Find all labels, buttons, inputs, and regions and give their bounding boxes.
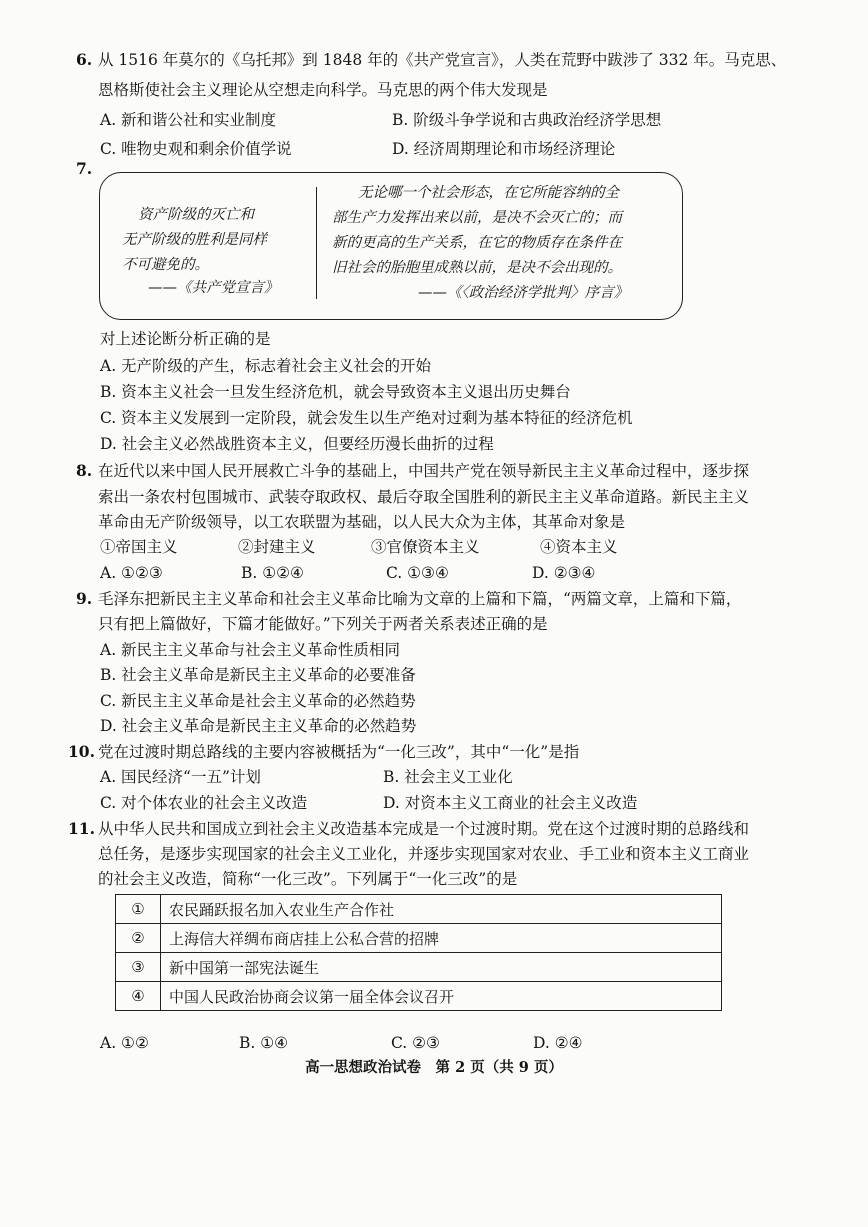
q8-stem-line1: 在近代以来中国人民开展救亡斗争的基础上，中国共产党在领导新民主主义革命过程中，逐步探 xyxy=(98,462,750,480)
quote-left-line2: 无产阶级的胜利是同样 xyxy=(122,232,267,248)
q6-stem-line1: 从 1516 年莫尔的《乌托邦》到 1848 年的《共产党宣言》，人类在荒野中跋涉了 332 年。马克思、 xyxy=(98,51,787,69)
q11-number: 11. xyxy=(68,819,95,838)
q8-option-d: D. ②③④ xyxy=(532,564,596,582)
q6-option-d: D. 经济周期理论和市场经济理论 xyxy=(392,140,616,158)
q9-option-d: D. 社会主义革命是新民主主义革命的必然趋势 xyxy=(100,717,417,735)
q7-option-c: C. 资本主义发展到一定阶段，就会发生以生产绝对过剩为基本特征的经济危机 xyxy=(100,409,633,427)
q9-stem-line2: 只有把上篇做好，下篇才能做好。”下列关于两者关系表述正确的是 xyxy=(98,615,548,633)
q8-item-1: ①帝国主义 xyxy=(100,538,178,556)
q10-option-a: A. 国民经济“一五”计划 xyxy=(100,768,261,786)
table-cell-text: 中国人民政治协商会议第一届全体会议召开 xyxy=(161,982,722,1011)
q9-number: 9. xyxy=(76,589,93,608)
table-row xyxy=(116,895,722,924)
q10-option-c: C. 对个体农业的社会主义改造 xyxy=(100,794,308,812)
q11-stem-line1: 从中华人民共和国成立到社会主义改造基本完成是一个过渡时期。党在这个过渡时期的总路线和 xyxy=(98,820,750,838)
q10-number: 10. xyxy=(68,742,95,761)
q8-item-3: ③官僚资本主义 xyxy=(371,538,480,556)
q7-option-d: D. 社会主义必然战胜资本主义，但要经历漫长曲折的过程 xyxy=(100,435,494,453)
table-row xyxy=(116,924,722,953)
q7-option-a: A. 无产阶级的产生，标志着社会主义社会的开始 xyxy=(100,357,432,375)
q7-option-b: B. 资本主义社会一旦发生经济危机，就会导致资本主义退出历史舞台 xyxy=(100,383,571,401)
q8-option-c: C. ①③④ xyxy=(386,564,449,582)
table-cell-text: 新中国第一部宪法诞生 xyxy=(161,953,722,982)
q10-stem-line1: 党在过渡时期总路线的主要内容被概括为“一化三改”，其中“一化”是指 xyxy=(98,743,580,761)
q8-option-a: A. ①②③ xyxy=(100,564,163,582)
q7-number: 7. xyxy=(76,159,93,178)
q6-number: 6. xyxy=(76,50,93,69)
q6-stem-line2: 恩格斯使社会主义理论从空想走向科学。马克思的两个伟大发现是 xyxy=(98,81,548,99)
q10-option-b: B. 社会主义工业化 xyxy=(383,768,513,786)
q8-number: 8. xyxy=(76,461,93,480)
q9-option-a: A. 新民主主义革命与社会主义革命性质相同 xyxy=(100,641,401,659)
q11-stem-line3: 的社会主义改造，简称“一化三改”。下列属于“一化三改”的是 xyxy=(98,870,518,888)
q11-option-c: C. ②③ xyxy=(391,1034,440,1052)
q11-option-a: A. ①② xyxy=(100,1034,149,1052)
table-cell-num: ③ xyxy=(116,953,161,982)
q11-items-table xyxy=(115,894,722,1011)
q9-stem-line1: 毛泽东把新民主主义革命和社会主义革命比喻为文章的上篇和下篇，“两篇文章，上篇和下篇， xyxy=(98,590,742,608)
quote-right-source: ——《〈政治经济学批判〉序言》 xyxy=(418,285,629,301)
quote-left-source: ——《共产党宣言》 xyxy=(148,280,279,296)
q11-stem-line2: 总任务，是逐步实现国家的社会主义工业化，并逐步实现国家对农业、手工业和资本主义工商业 xyxy=(98,845,750,863)
table-cell-num: ④ xyxy=(116,982,161,1011)
table-cell-text: 农民踊跃报名加入农业生产合作社 xyxy=(161,895,722,924)
q8-item-2: ②封建主义 xyxy=(238,538,316,556)
q8-stem-line2: 索出一条农村包围城市、武装夺取政权、最后夺取全国胜利的新民主主义革命道路。新民主主义 xyxy=(98,488,750,506)
q11-option-b: B. ①④ xyxy=(239,1034,289,1052)
q7-stem: 对上述论断分析正确的是 xyxy=(100,330,271,348)
q6-option-c: C. 唯物史观和剩余价值学说 xyxy=(100,140,292,158)
q9-option-c: C. 新民主主义革命是社会主义革命的必然趋势 xyxy=(100,692,416,710)
table-row xyxy=(116,982,722,1011)
quote-right-line1: 无论哪一个社会形态，在它所能容纳的全 xyxy=(358,185,619,201)
table-cell-num: ① xyxy=(116,895,161,924)
quote-left-line3: 不可避免的。 xyxy=(122,257,209,273)
quote-right-line3: 新的更高的生产关系，在它的物质存在条件在 xyxy=(332,235,622,251)
q8-item-4: ④资本主义 xyxy=(540,538,618,556)
quote-right-line2: 部生产力发挥出来以前，是决不会灭亡的；而 xyxy=(332,210,622,226)
table-row xyxy=(116,953,722,982)
q10-option-d: D. 对资本主义工商业的社会主义改造 xyxy=(383,794,638,812)
q8-option-b: B. ①②④ xyxy=(241,564,304,582)
q6-option-a: A. 新和谐公社和实业制度 xyxy=(100,111,277,129)
quote-divider xyxy=(316,187,317,299)
page-footer: 高一思想政治试卷 第 2 页（共 9 页） xyxy=(305,1059,563,1076)
q6-option-b: B. 阶级斗争学说和古典政治经济学思想 xyxy=(392,111,662,129)
q11-option-d: D. ②④ xyxy=(533,1034,583,1052)
q8-stem-line3: 革命由无产阶级领导，以工农联盟为基础，以人民大众为主体，其革命对象是 xyxy=(98,513,626,531)
table-cell-num: ② xyxy=(116,924,161,953)
q9-option-b: B. 社会主义革命是新民主主义革命的必要准备 xyxy=(100,666,416,684)
table-cell-text: 上海信大祥绸布商店挂上公私合营的招牌 xyxy=(161,924,722,953)
quote-left-line1: 资产阶级的灭亡和 xyxy=(138,207,254,223)
quote-right-line4: 旧社会的胎胞里成熟以前，是决不会出现的。 xyxy=(332,260,622,276)
q7-quote-box xyxy=(99,172,683,320)
